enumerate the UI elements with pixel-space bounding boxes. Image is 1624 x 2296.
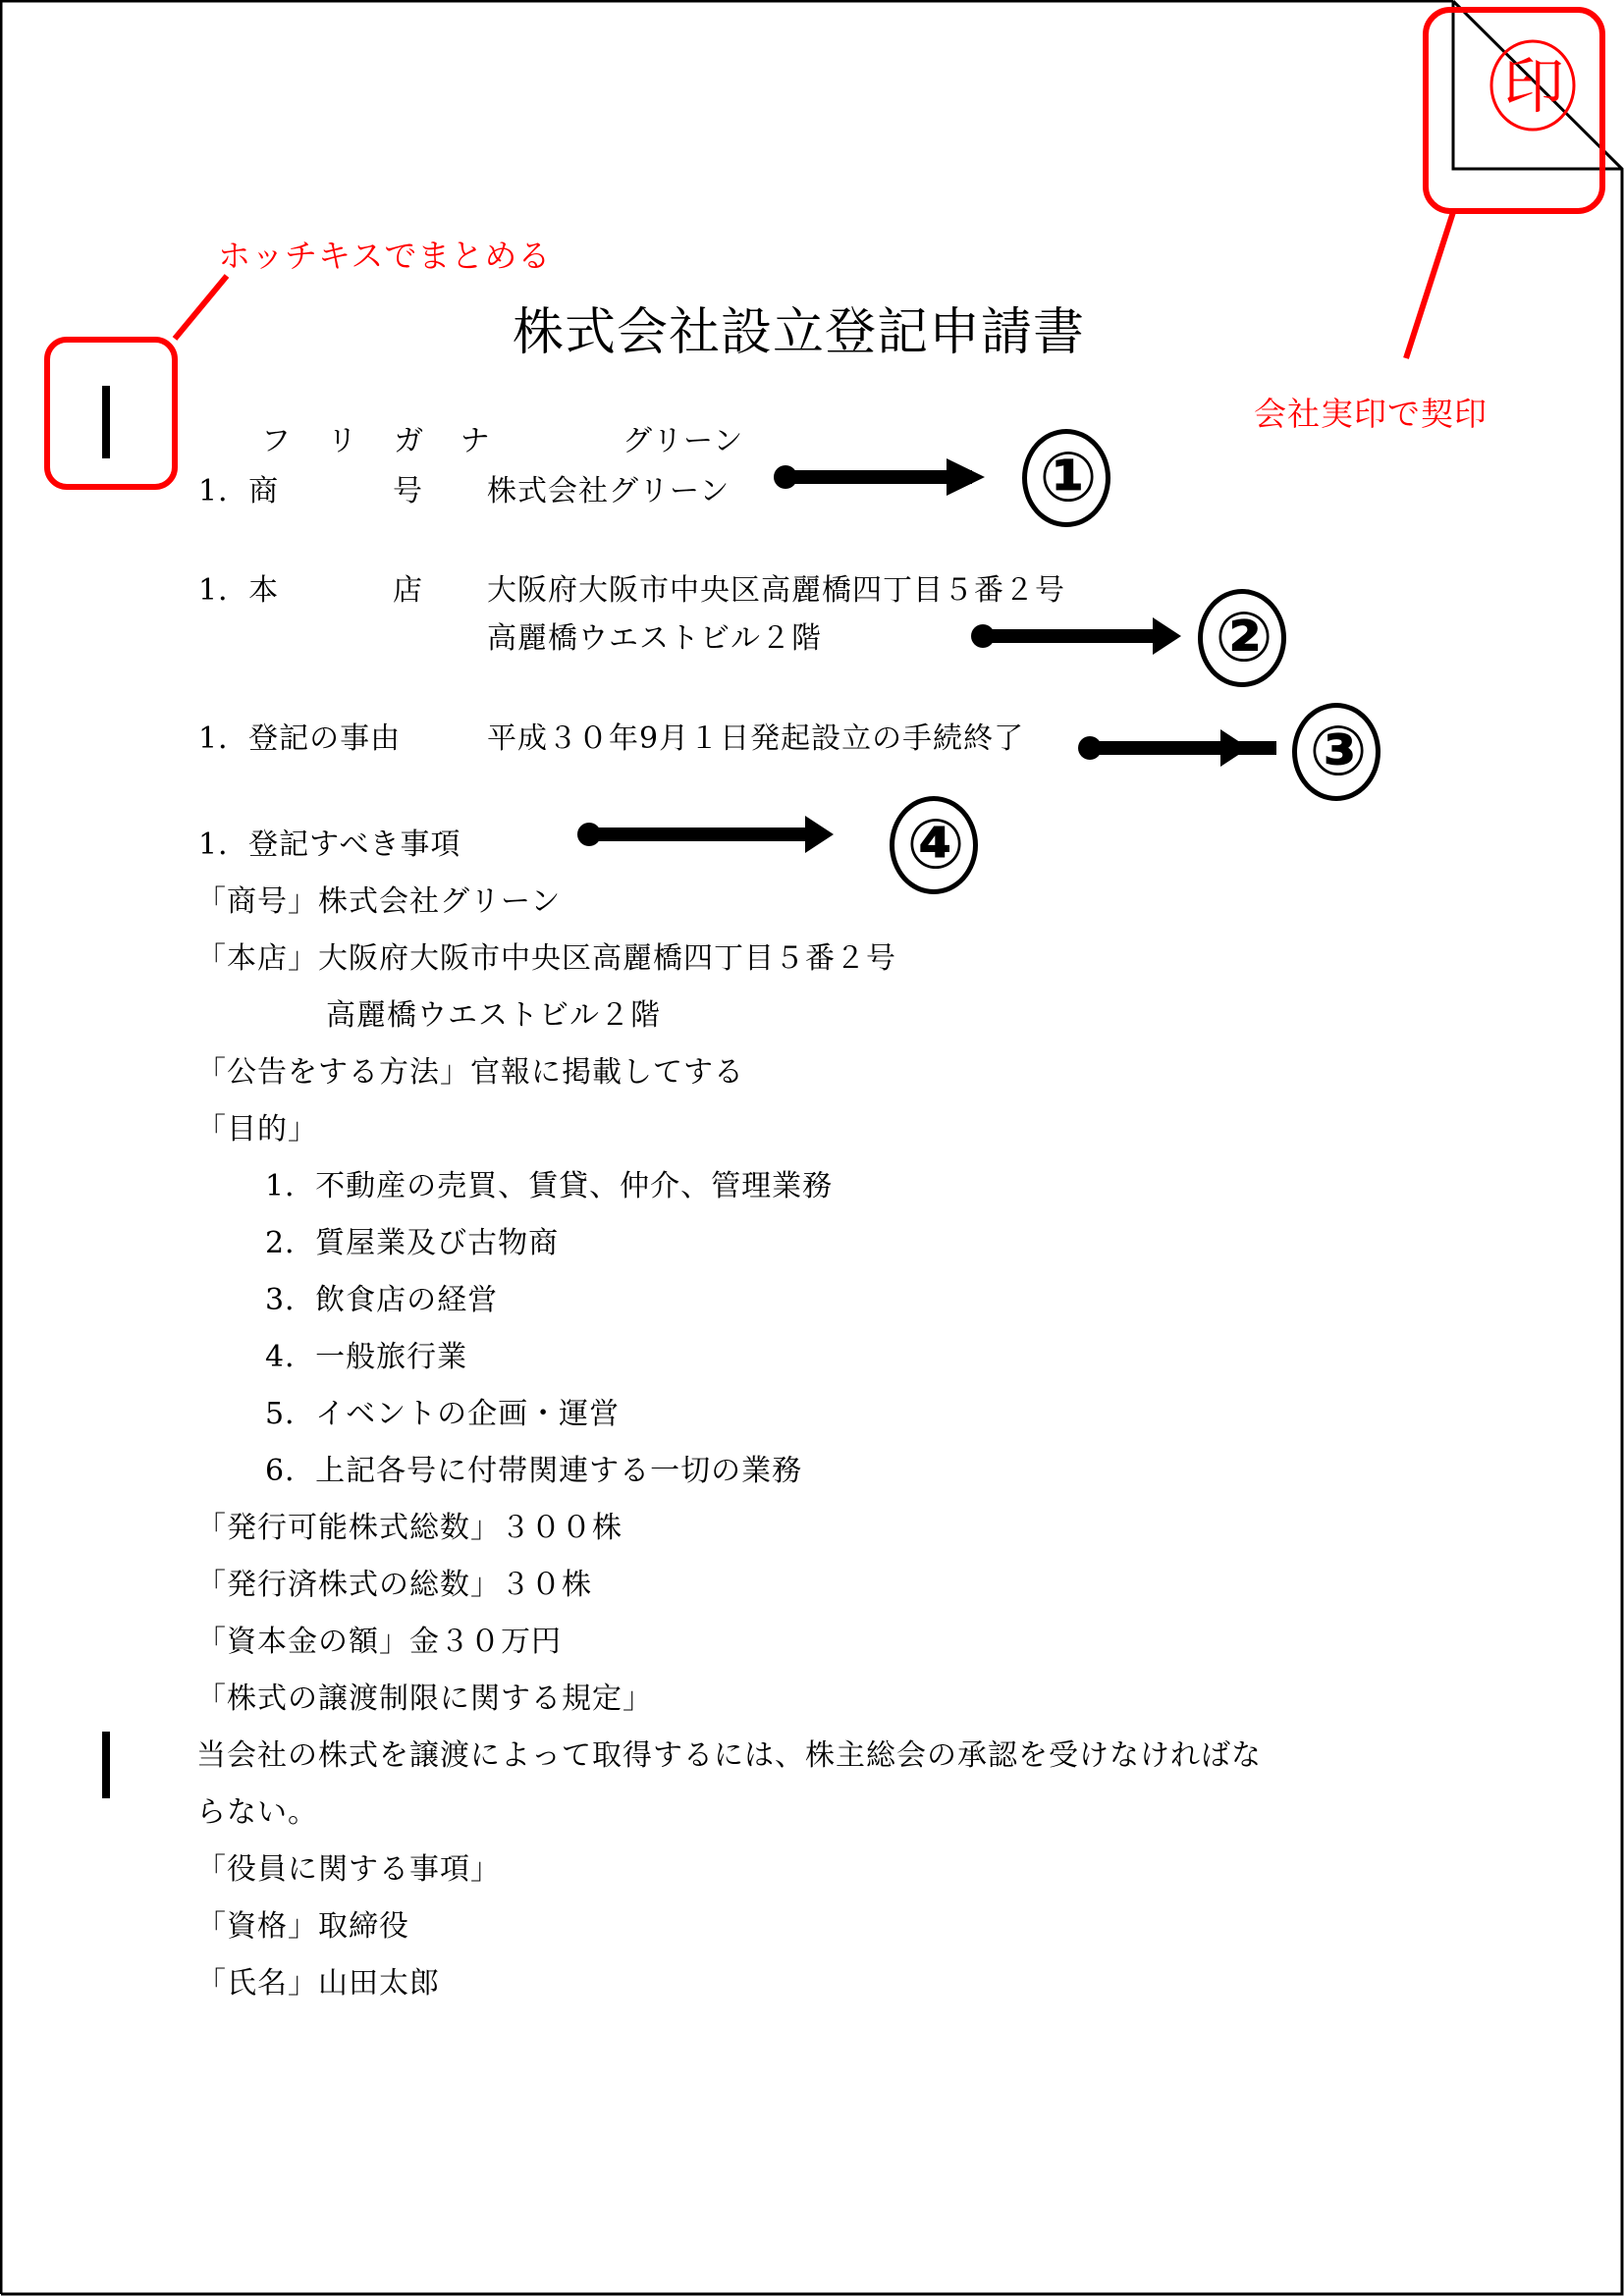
purpose-item: 2．質屋業及び古物商 xyxy=(265,1226,560,1260)
purpose-item: 6．上記各号に付帯関連する一切の業務 xyxy=(265,1454,803,1488)
trade-name-label: 1．商 xyxy=(198,474,280,508)
matter-issued-shares: 「発行済株式の総数」３０株 xyxy=(196,1568,592,1602)
matter-authorized-shares: 「発行可能株式総数」３００株 xyxy=(196,1511,623,1545)
marker-4: ④ xyxy=(887,796,985,894)
seal-note: 会社実印で契印 xyxy=(1254,395,1488,433)
purpose-item: 5．イベントの企画・運営 xyxy=(265,1397,621,1431)
purpose-item: 1．不動産の売買、賃貸、仲介、管理業務 xyxy=(265,1169,834,1203)
staple-callout xyxy=(47,276,227,487)
arrow-2 xyxy=(971,617,1181,655)
staple-note: ホッチキスでまとめる xyxy=(218,237,552,275)
arrow-3 xyxy=(1078,729,1276,767)
purpose-item: 3．飲食店の経営 xyxy=(265,1283,499,1317)
reason-label: 1．登記の事由 xyxy=(198,721,402,756)
staple-mark-icon xyxy=(102,386,110,458)
matter-officers-heading: 「役員に関する事項」 xyxy=(196,1852,501,1887)
marker-2: ② xyxy=(1195,589,1293,687)
seal-icon: 印 xyxy=(1503,50,1565,122)
page-title: 株式会社設立登記申請書 xyxy=(513,303,1086,362)
purpose-item: 4．一般旅行業 xyxy=(265,1340,468,1374)
matter-trade-name: 「商号」株式会社グリーン xyxy=(196,884,562,919)
margin-bar-icon xyxy=(102,1732,110,1798)
trade-name-label-suffix: 号 xyxy=(393,474,423,508)
arrow-1 xyxy=(774,458,985,496)
matters-label: 1．登記すべき事項 xyxy=(198,828,461,862)
marker-3: ③ xyxy=(1289,703,1387,801)
arrow-4 xyxy=(577,816,834,853)
matter-public-notice: 「公告をする方法」官報に掲載してする xyxy=(196,1055,744,1090)
matter-qualification: 「資格」取締役 xyxy=(196,1909,409,1944)
matter-head-office-2: 高麗橋ウエストビル２階 xyxy=(326,998,661,1033)
matter-purpose-heading: 「目的」 xyxy=(196,1112,318,1147)
marker-1: ① xyxy=(1019,429,1117,527)
matter-transfer-restriction-heading: 「株式の譲渡制限に関する規定」 xyxy=(196,1682,653,1716)
head-office-label: 1．本 xyxy=(198,573,280,608)
trade-name-value: 株式会社グリーン xyxy=(487,474,731,508)
furigana-value: グリーン xyxy=(623,424,744,458)
furigana-label: フ リ ガ ナ xyxy=(261,424,504,458)
matter-capital: 「資本金の額」金３０万円 xyxy=(196,1625,562,1659)
matter-head-office-1: 「本店」大阪府大阪市中央区高麗橋四丁目５番２号 xyxy=(196,941,896,976)
head-office-line2: 高麗橋ウエストビル２階 xyxy=(487,621,822,656)
reason-value: 平成３０年9月１日発起設立の手続終了 xyxy=(487,721,1025,756)
head-office-line1: 大阪府大阪市中央区高麗橋四丁目５番２号 xyxy=(487,573,1065,608)
matter-transfer-restriction-line1: 当会社の株式を譲渡によって取得するには、株主総会の承認を受けなければな xyxy=(196,1738,1262,1773)
matter-name: 「氏名」山田太郎 xyxy=(196,1966,440,2001)
matter-transfer-restriction-line2: らない。 xyxy=(196,1795,318,1830)
head-office-label-suffix: 店 xyxy=(393,573,423,608)
